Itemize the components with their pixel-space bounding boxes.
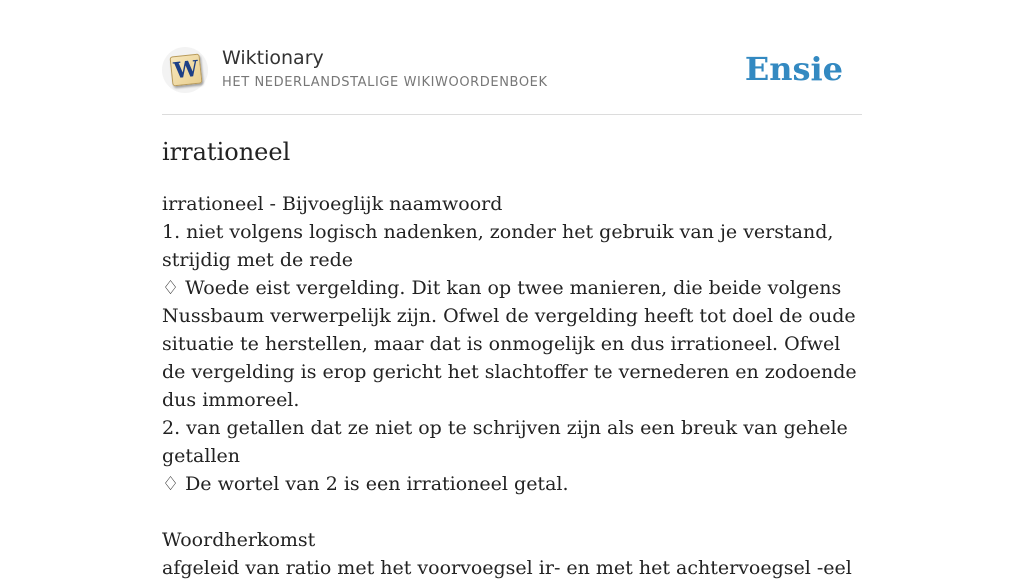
etymology-heading: Woordherkomst — [162, 529, 316, 551]
entry-body — [162, 190, 862, 582]
spacer — [162, 498, 862, 526]
example-2: ♢ De wortel van 2 is een irrationeel getal. — [162, 473, 569, 495]
definition-2: 2. van getallen dat ze niet op te schrijven zijn als een breuk van gehele getallen — [162, 417, 848, 467]
etymology-text: afgeleid van ratio met het voorvoegsel ir- en met het achtervoegsel -eel — [162, 557, 852, 579]
example-1: ♢ Woede eist vergelding. Dit kan op twee manieren, die beide volgens Nussbaum verwerpelijk zijn. Ofwel de vergelding heeft tot doel de oude situatie te herstellen, maar dat is onmogelijk en dus irrationeel. Ofwel de vergelding is erop gericht het slachtoffer te vernederen en zodoende dus immoreel. — [162, 277, 857, 411]
wiktionary-logo[interactable] — [162, 47, 208, 93]
logo-letter: W — [170, 54, 203, 87]
ensie-brand-logo[interactable]: Ensie — [744, 50, 843, 88]
site-subtitle: HET NEDERLANDSTALIGE WIKIWOORDENBOEK — [222, 75, 548, 90]
page — [162, 0, 862, 579]
entry-title: irrationeel — [162, 138, 291, 166]
entry-heading: irrationeel - Bijvoeglijk naamwoord — [162, 193, 503, 215]
definition-1: 1. niet volgens logisch nadenken, zonder het gebruik van je verstand, strijdig met de rede — [162, 221, 834, 271]
site-title[interactable]: Wiktionary — [222, 47, 324, 69]
site-header — [162, 0, 862, 115]
